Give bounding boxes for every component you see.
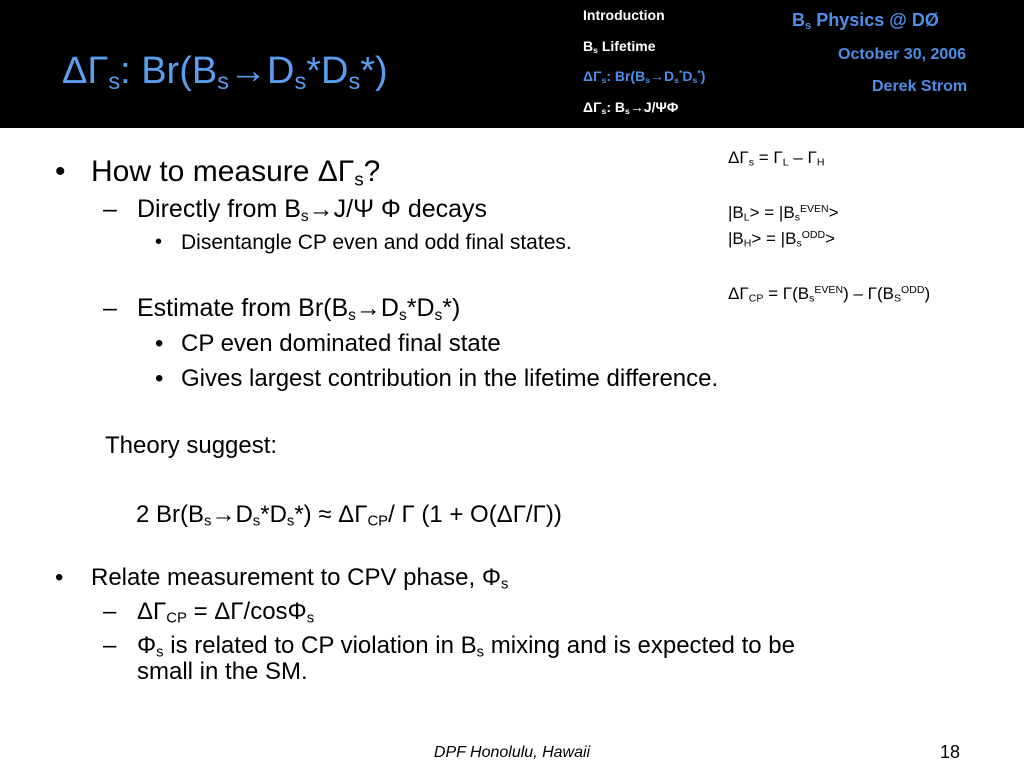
talk-date: October 30, 2006 — [838, 46, 967, 63]
equation-delta-gamma-cp: $\Delta\Gamma_{CP} = \Gamma(B_s^{EVEN}) - \Gamma(B_S^{ODD})$ — [728, 284, 931, 305]
sub-bullet-directly: Directly from $B_s\to J/\Psi$ Φ decays — [137, 195, 488, 225]
bullet-marker: • — [55, 155, 66, 188]
small-bullet-marker: • — [155, 231, 163, 253]
dash-marker: – — [103, 195, 117, 223]
dash-marker: – — [103, 294, 117, 322]
sub-bullet-cp-formula: $\Delta\Gamma_{CP} = \Delta\Gamma/\cos\Phi_s$ — [137, 598, 315, 627]
nav-item-introduction[interactable]: Introduction — [583, 7, 665, 23]
bullet-marker: • — [55, 564, 64, 591]
page-number: 18 — [940, 742, 961, 762]
equation-delta-gamma: $\Delta\Gamma_s = \Gamma_L - \Gamma_H$ — [728, 148, 825, 169]
sub-bullet-phi: $\Phi_s$ is related to CP violation in $B_s$ mixing and is expected to be — [137, 632, 795, 661]
theory-formula: 2 $Br(B_s\to D_s*D_s*) \approx \Delta\Gamma_{CP}/$ Γ (1 + O(ΔΓ/Γ)) — [136, 501, 562, 530]
nav-item-branching-ratio[interactable]: $\Delta\Gamma_s$: $Br(B_s\to D_s^*D_s^*)$ — [583, 68, 706, 86]
bullet-measure: How to measure $\Delta\Gamma_s$? — [91, 155, 381, 190]
sub-sub-bullet-cp-even: CP even dominated final state — [181, 330, 501, 357]
talk-author: Derek Strom — [872, 78, 968, 95]
sub-sub-bullet-disentangle: Disentangle CP even and odd final states. — [181, 231, 572, 254]
small-bullet-marker: • — [155, 330, 164, 357]
small-bullet-marker: • — [155, 365, 164, 392]
nav-item-lifetime[interactable]: $B_s$ Lifetime — [583, 38, 656, 56]
talk-title: $B_s$ Physics @ DØ — [792, 10, 939, 32]
dash-marker: – — [103, 632, 117, 659]
bullet-relate: Relate measurement to CPV phase, $\Phi_s$ — [91, 564, 509, 593]
footer-venue: DPF Honolulu, Hawaii — [433, 744, 591, 761]
equation-bl-even: $|B_L> = |B_s^{EVEN}>$ — [728, 203, 839, 224]
equation-bh-odd: $|B_H> = |B_s^{ODD}>$ — [728, 229, 836, 250]
dash-marker: – — [103, 598, 117, 625]
slide-header — [0, 0, 1024, 128]
slide-title: $\Delta\Gamma_s$: $Br(B_s\to D_s*D_s*)$ — [62, 50, 388, 94]
nav-item-jpsi-phi[interactable]: $\Delta\Gamma_s$: $B_s\to J/\Psi\Phi$ — [583, 99, 679, 117]
sub-sub-bullet-largest: Gives largest contribution in the lifetime difference. — [181, 365, 719, 392]
theory-heading: Theory suggest: — [105, 432, 278, 459]
sub-bullet-phi-continued: small in the SM. — [137, 658, 308, 685]
sub-bullet-estimate: Estimate from $Br(B_s\to D_s*D_s*)$ — [137, 294, 461, 324]
